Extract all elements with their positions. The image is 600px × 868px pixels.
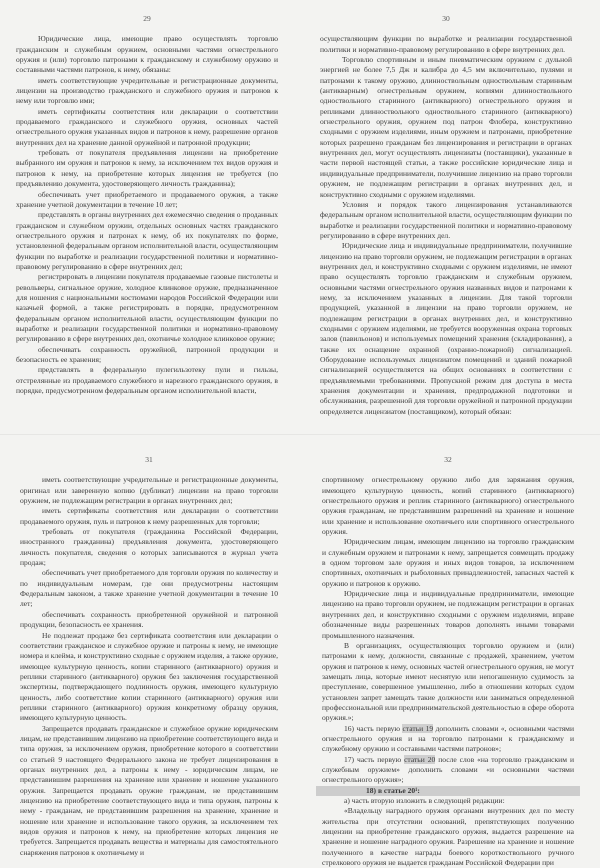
highlighted-article-reference: статьи 20 — [404, 754, 436, 764]
document-page-32 — [322, 455, 574, 868]
paragraph: требовать от покупателя (гражданина Российской Федерации, иностранного гражданина) предъявления документа, удостоверяющего личность покупателя, сведения о которых записываются в журнал учета продаж; — [20, 527, 278, 568]
paragraph: Условия и порядок такого лицензирования устанавливаются федеральным органом исполнительной власти, осуществляющим функции по выработке и реализации государственной политики и нормативно-правовому регулированию в сфере внутренних дел. — [320, 199, 572, 240]
paragraph: Юридические лица и индивидуальные предприниматели, имеющие лицензию на право торговли оружием, не подлежащим регистрации в органах внутренних дел, и конструктивно сходными с оружием изделиями, вправе обозначенные виды разрешенных товаров дополнять иными товарами промышленного назначения. — [322, 589, 574, 640]
paragraph: иметь соответствующие учредительные и регистрационные документы, лицензии на производство гражданского и служебного оружия и патронов к нему или торговлю ими; — [16, 75, 278, 106]
paragraph: спортивному огнестрельному оружию либо для заряжания оружия, имеющего культурную ценность, копий старинного (антикварного) огнестрельного оружия и реплик старинного (антикварного) огнестрельного оружия гражданам, не представившим разрешений на хранение и ношение или хранение и использование охотничьего или спортивного огнестрельного оружия. — [322, 475, 574, 537]
paragraph: регистрировать в лицензии покупателя продаваемые газовые пистолеты и револьверы, сигнальное оружие, холодное клинковое оружие, предназначенное для ношения с национальными костюмами народов Российской Федерации или казачьей формой, а также регистрировать в порядке, предусмотренном федеральным органом исполнительной власти, осуществляющим функции по выработке и реализации государственной политики и нормативно-правовому регулированию в сфере внутренних дел, охотничье холодное клинковое оружие; — [16, 272, 278, 344]
paragraph-text: 16) часть первую — [344, 723, 403, 733]
paragraph: обеспечивать учет приобретаемого и продаваемого оружия, а также хранение учетной документации в течение 10 лет; — [16, 189, 278, 209]
page-number: 31 — [145, 455, 153, 464]
paragraph: иметь сертификаты соответствия или декларации о соответствии продаваемого гражданского и служебного оружия, основных частей огнестрельного оружия указанных видов и патронов к нему, разрешение органов внутренних дел на хранение данной оружейной и патронной продукции; — [16, 106, 278, 147]
paragraph-text: дополнить словами «, основными частями огнестрельного оружия и на торговлю патронами к гражданскому и служебному оружию и составными частями патронов»; — [322, 723, 574, 754]
document-page-29 — [16, 14, 278, 396]
paragraph-text: 17) часть первую — [344, 754, 405, 764]
page-number: 29 — [143, 14, 151, 23]
paragraph: представлять в органы внутренних дел ежемесячно сведения о проданных гражданском и служебном оружии, отдельных основных частях гражданского огнестрельного оружия и патронах к нему, об их покупателях по форме, установленной федеральным органом исполнительной власти, осуществляющим функции по выработке и реализации государственной политики и нормативно-правовому регулированию в сфере внутренних дел; — [16, 210, 278, 271]
paragraph: Запрещается продавать гражданское и служебное оружие юридическим лицам, не представившим лицензию на приобретение соответствующего вида и типа оружия, за исключением оружия, приобретение которого в соответствии со статьей 9 настоящего Федерального закона не требует лицензирования в органах внутренних дел, а патроны к нему - юридическим лицам, не представившим разрешения на хранение или хранение и ношение указанного оружия. Запрещается продавать оружие гражданам, не представившим лицензию на приобретение соответствующего вида и типа оружия, патроны к нему - гражданам, не представившим разрешения на хранение, хранение и ношение или хранение и использование такого оружия, за исключением тех видов оружия и патронов к нему, на приобретение которых лицензия не требуется. Запрещается продавать вещества и материалы для самостоятельного снаряжения патронов к охотничьему и — [20, 723, 278, 857]
paragraph: обеспечивать сохранность оружейной, патронной продукции и безопасность ее хранения; — [16, 344, 278, 364]
highlighted-article-reference: статьи 19 — [402, 723, 434, 733]
paragraph — [322, 755, 574, 786]
paragraph: Юридические лица и индивидуальные предприниматели, получившие лицензию на право торговли оружием, не подлежащим регистрации в органах внутренних дел, и конструктивно сходными с оружием изделиями, не имеют право осуществлять торговлю гражданским и служебным оружием, основными частями огнестрельного оружия названных видов и патронами к нему, за исключением указанных в лицензии. Для такой торговли продукцией, указанной в лицензии на право торговли оружием, не подлежащим регистрации в органах внутренних дел, и конструктивно сходными с оружием изделиями, не требуется вооруженная охрана торговых залов (павильонов) и используемых помещений хранения (складирования), а также их оснащение охранной (охранно-пожарной) сигнализацией. Оборудование используемых лицензиатом помещений и зданий пожарной сигнализацией осуществляется на общих основаниях в соответствии с предъявляемыми требованиями. Пропускной режим для доступа в места хранения документации и хранения, предпродажной подготовки и обслуживания, разрешенной для торговли оружейной и патронной продукции определяется лицензиатом (поставщиком), который обязан: — [320, 241, 572, 416]
scan-fold-line — [0, 434, 600, 435]
paragraph: Юридические лица, имеющие право осуществлять торговлю гражданским и служебным оружием, основными частями огнестрельного оружия и (или) торговлю патронами к гражданскому и служебному оружию и составными частями патронов, к нему, обязаны: — [16, 34, 278, 75]
paragraph: Не подлежат продаже без сертификата соответствия или декларации о соответствии гражданское и служебное оружие и патроны к нему, не имеющие номера и клейма, и конструктивно сходные с оружием изделия, а также оружие, имеющее культурную ценность, копии старинного (антикварного) оружия и реплики старинного (антикварного) оружия без заключения государственной экспертизы, подтверждающего подлинность оружия, имеющего культурную ценность, либо соответствие копии старинного (антикварного) оружия или реплики старинного (антикварного) оружия конкретному образцу оружия, имеющего культурную ценность. — [20, 630, 278, 723]
paragraph: требовать от покупателя предъявления лицензии на приобретение выбранного им оружия и патронов к нему, за исключением тех видов оружия и патронов к нему, на приобретение которых лицензия не требуется (по предъявлению документа, удостоверяющего личность гражданина); — [16, 148, 278, 189]
paragraph: В организациях, осуществляющих торговлю оружием и (или) патронами к нему, должности, связанные с продажей, хранением, учетом оружия и патронов к нему, основных частей огнестрельного оружия, не могут замещать лица, которые имеют неснятую или непогашенную судимость за преступление, совершенное умышленно, либо в отношении которых судом установлен запрет замещать такие должности или заниматься определенной профессиональной или предпринимательской деятельностью в сфере оборота оружия.»; — [322, 640, 574, 723]
paragraph: Торговлю спортивным и иным пневматическим оружием с дульной энергией не более 7,5 Дж и калибра до 4,5 мм включительно, пулями и патронами к такому оружию, длинноствольным одноствольным старинным (антикварным) огнестрельным оружием, копиями длинноствольного одноствольного старинного (антикварного) огнестрельного оружия и репликами длинноствольного одноствольного старинного (антикварного) огнестрельного оружия, оружием под патрон Флобера, конструктивно сходными с оружием изделиями, иным оружием и патронами, приобретение которых разрешено гражданам без лицензирования и регистрации в органах внутренних дел, могут осуществлять лицензиаты (поставщики), указанные в части первой настоящей статьи, а также российские юридические лица и индивидуальные предприниматели, получившие лицензию на право торговли оружием, не подлежащим регистрации в органах внутренних дел, и конструктивно сходными с оружием изделиями. — [320, 55, 572, 199]
paragraph-text: после слов «на торговлю гражданским и служебным оружием» дополнить словами «и основными частями огнестрельного оружия»; — [322, 754, 574, 785]
paragraph: осуществляющим функции по выработке и реализации государственной политики и нормативно-правовому регулированию в сфере внутренних дел. — [320, 34, 572, 54]
paragraph: иметь соответствующие учредительные и регистрационные документы, оригинал или заверенную копию (дубликат) лицензии на право торговли оружием, не подлежащим регистрации в органах внутренних дел; — [20, 475, 278, 506]
page-number: 32 — [444, 455, 452, 464]
document-page-30 — [320, 14, 572, 417]
paragraph — [322, 724, 574, 755]
document-page-31 — [20, 455, 278, 858]
page-number: 30 — [442, 14, 450, 23]
paragraph: а) часть вторую изложить в следующей редакции: — [344, 796, 505, 805]
paragraph: Юридическим лицам, имеющим лицензию на торговлю гражданским и служебным оружием и патронами к нему, запрещается совмещать продажу в одном торговом зале оружия и иных видов товаров, за исключением спортивных, охотничьих и рыболовных принадлежностей, запасных частей к оружию и патронов к оружию. — [322, 537, 574, 588]
paragraph: представлять в федеральную пулегильзотеку пули и гильзы, отстрелянные из продаваемого служебного и нарезного гражданского оружия, в порядке, предусмотренном федеральным органом исполнительной власти, — [16, 365, 278, 396]
paragraph: иметь сертификаты соответствия или декларации о соответствии продаваемого оружия, пуль и патронов к нему разрешенных для торговли; — [20, 506, 278, 526]
section-heading: 18) в статье 20¹: — [316, 786, 580, 796]
paragraph: «Владельцу наградного оружия органами внутренних дел по месту жительства при отсутствии оснований, препятствующих получению лицензии на приобретение гражданского оружия, выдается разрешение на хранение и ношение наградного оружия. Разрешение на хранение и ношение полученного в качестве награды боевого короткоствольного ручного стрелкового оружия не выдается гражданам Российской Федерации при — [322, 806, 574, 868]
paragraph: обеспечивать сохранность приобретенной оружейной и патронной продукции, безопасность ее хранения. — [20, 609, 278, 630]
paragraph: обеспечивать учет приобретаемого для торговли оружия по количеству и по индивидуальным номерам, где они предусмотрены настоящим Федеральным законом, а также хранение учетной документации в течение 10 лет; — [20, 568, 278, 609]
